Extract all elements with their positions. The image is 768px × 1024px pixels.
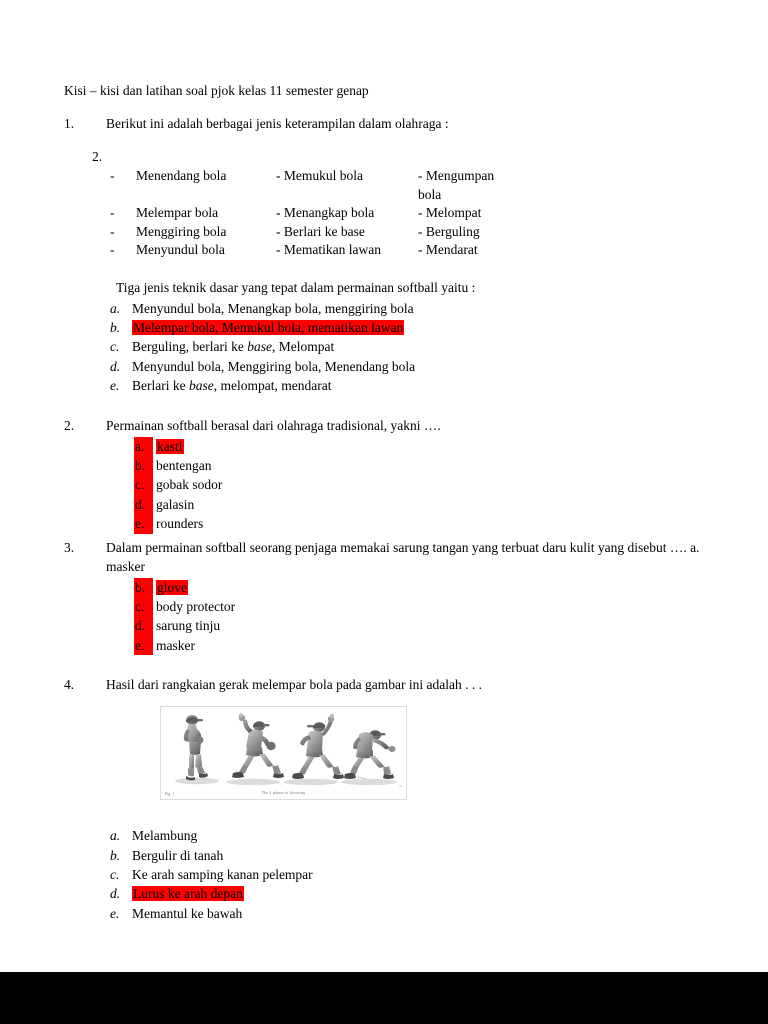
throwing-phases-illustration	[161, 707, 404, 797]
option-a[interactable]	[134, 437, 724, 456]
option-text-pre: Berguling, berlari ke	[132, 339, 248, 355]
dash-spacer	[110, 186, 136, 205]
option-letter	[134, 437, 156, 456]
option-text-italic: base	[188, 378, 214, 394]
option-e[interactable]	[110, 376, 724, 395]
option-d[interactable]	[110, 357, 724, 376]
option-d[interactable]	[134, 616, 724, 635]
option-d[interactable]	[110, 884, 724, 903]
option-b[interactable]	[134, 578, 724, 597]
highlight-span: e.	[134, 514, 153, 533]
dash-marker: -	[110, 168, 115, 183]
dash-marker: -	[110, 223, 115, 239]
question-1	[64, 114, 724, 133]
skill-cell-wrap: bola	[418, 186, 442, 202]
question-1-number: 1.	[64, 116, 75, 131]
question-4	[64, 675, 724, 694]
highlight-span: b.	[134, 456, 153, 475]
highlight-span: d.	[134, 616, 153, 635]
highlight-span: kasti	[157, 438, 183, 454]
option-text: rounders	[156, 516, 204, 532]
skills-row	[110, 167, 724, 186]
option-letter	[134, 597, 156, 616]
option-e[interactable]	[134, 514, 724, 533]
skill-cell: Menendang bola	[136, 168, 227, 183]
skill-cell: Menggiring bola	[136, 223, 227, 239]
option-b[interactable]	[110, 846, 724, 865]
option-text-post: , melompat, mendarat	[213, 378, 332, 394]
option-text: Menyundul bola, Menangkap bola, menggiring bola	[132, 300, 414, 316]
skills-list	[110, 167, 724, 260]
option-letter: b.	[110, 319, 121, 335]
option-text-italic: base	[247, 339, 272, 355]
option-a[interactable]	[110, 826, 724, 845]
skills-row-wrap	[110, 186, 724, 205]
throwing-phases-image	[160, 706, 407, 800]
option-letter: d.	[110, 358, 121, 374]
document-body	[64, 80, 724, 923]
option-letter: e.	[110, 378, 120, 394]
skills-row	[110, 204, 724, 223]
dash-marker: -	[110, 205, 115, 220]
option-text: Menyundul bola, Menggiring bola, Menendang bola	[132, 358, 416, 374]
option-letter: b.	[110, 847, 121, 863]
option-letter	[134, 636, 156, 655]
skill-cell: - Mengumpan	[418, 168, 495, 183]
option-letter	[134, 495, 156, 514]
option-text: body protector	[156, 598, 236, 614]
option-text: Melambung	[132, 828, 198, 844]
option-letter	[134, 475, 156, 494]
question-2	[64, 416, 724, 435]
option-text: gobak sodor	[156, 477, 223, 493]
option-e[interactable]	[134, 636, 724, 655]
option-text-highlighted	[132, 318, 724, 337]
option-text-highlighted	[156, 578, 724, 597]
highlight-span: Lurus ke arah depan	[133, 886, 243, 902]
option-text: sarung tinju	[156, 618, 221, 634]
option-letter: c.	[110, 339, 120, 355]
dash-marker: -	[110, 242, 115, 257]
option-text-pre: Berlari ke	[132, 378, 189, 394]
skill-cell-empty	[276, 186, 418, 205]
question-3-number: 3.	[64, 539, 75, 555]
option-letter	[134, 514, 156, 533]
highlight-span: Melempar bola, Memukul bola, mematikan lawan	[133, 319, 404, 335]
question-4-text: Hasil dari rangkaian gerak melempar bola pada gambar ini adalah . . .	[106, 677, 482, 693]
option-e[interactable]	[110, 904, 724, 923]
option-text: Memantul ke bawah	[132, 905, 243, 921]
skill-cell: - Melompat	[418, 205, 482, 220]
question-4-number: 4.	[64, 677, 75, 693]
question-1-sub-number: 2.	[92, 149, 103, 164]
option-text-highlighted	[156, 437, 724, 456]
highlight-span: d.	[134, 495, 153, 514]
option-c[interactable]	[134, 475, 724, 494]
question-2-block	[64, 416, 724, 534]
option-text: galasin	[156, 496, 195, 512]
highlight-span: b.	[134, 578, 153, 597]
skill-cell-empty	[136, 186, 276, 205]
option-text: Ke arah samping kanan pelempar	[132, 867, 313, 882]
skills-row	[110, 241, 724, 260]
skill-cell: Menyundul bola	[136, 242, 225, 257]
question-1-lead: Tiga jenis teknik dasar yang tepat dalam permainan softball yaitu :	[116, 279, 476, 295]
highlight-span: glove	[157, 579, 187, 595]
option-letter	[134, 616, 156, 635]
highlight-span: e.	[134, 636, 153, 655]
option-letter: c.	[110, 867, 120, 882]
option-text-post: , Melompat	[271, 339, 335, 355]
highlight-span: a.	[134, 437, 153, 456]
option-text-highlighted	[132, 884, 724, 903]
option-text	[132, 376, 724, 395]
option-b[interactable]	[110, 318, 724, 337]
option-letter: a.	[110, 828, 121, 844]
question-2-number: 2.	[64, 417, 75, 433]
option-text: bentengan	[156, 457, 212, 473]
option-letter	[134, 578, 156, 597]
skill-cell: - Berlari ke base	[276, 223, 365, 239]
skill-cell: - Mematikan lawan	[276, 242, 381, 257]
question-3-options	[134, 578, 724, 656]
option-letter: e.	[110, 905, 120, 921]
skills-row	[110, 223, 724, 242]
skill-cell: - Berguling	[418, 223, 480, 239]
option-letter: a.	[110, 300, 121, 316]
highlight-span: c.	[134, 475, 153, 494]
question-1-text: Berikut ini adalah berbagai jenis keterampilan dalam olahraga :	[106, 116, 449, 131]
option-c[interactable]	[110, 865, 724, 884]
figure-caption-center: The 4 phases of throwing	[261, 791, 306, 796]
figure-wrapper	[160, 706, 724, 800]
question-4-options	[110, 826, 724, 923]
option-b[interactable]	[134, 456, 724, 475]
option-c[interactable]	[110, 337, 724, 356]
option-text: Bergulir di tanah	[132, 847, 224, 863]
question-3-text: Dalam permainan softball seorang penjaga memakai sarung tangan yang terbuat daru kulit yang disebut …. a. masker	[106, 539, 700, 574]
footer-banner	[0, 972, 768, 1024]
skill-cell: - Memukul bola	[276, 168, 363, 183]
skill-cell: - Mendarat	[418, 242, 478, 257]
skill-cell: - Menangkap bola	[276, 205, 375, 220]
option-letter: d.	[110, 886, 121, 902]
option-d[interactable]	[134, 495, 724, 514]
question-3	[64, 538, 724, 576]
question-1-options	[110, 299, 724, 396]
option-a[interactable]	[110, 299, 724, 318]
option-text	[132, 337, 724, 356]
footer-text: NEWS 2026 NURULAMIN	[284, 16, 484, 34]
option-c[interactable]	[134, 597, 724, 616]
question-2-text: Permainan softball berasal dari olahraga tradisional, yakni ….	[106, 417, 441, 433]
option-letter	[134, 456, 156, 475]
skill-cell: Melempar bola	[136, 205, 219, 220]
question-4-block	[64, 675, 724, 923]
question-2-options	[134, 437, 724, 534]
document-title: Kisi – kisi dan latihan soal pjok kelas 11 semester genap	[64, 83, 369, 98]
highlight-span: c.	[134, 597, 153, 616]
question-3-block	[64, 538, 724, 656]
option-text: masker	[156, 637, 195, 653]
figure-caption-left: Fig. 1	[165, 792, 175, 797]
